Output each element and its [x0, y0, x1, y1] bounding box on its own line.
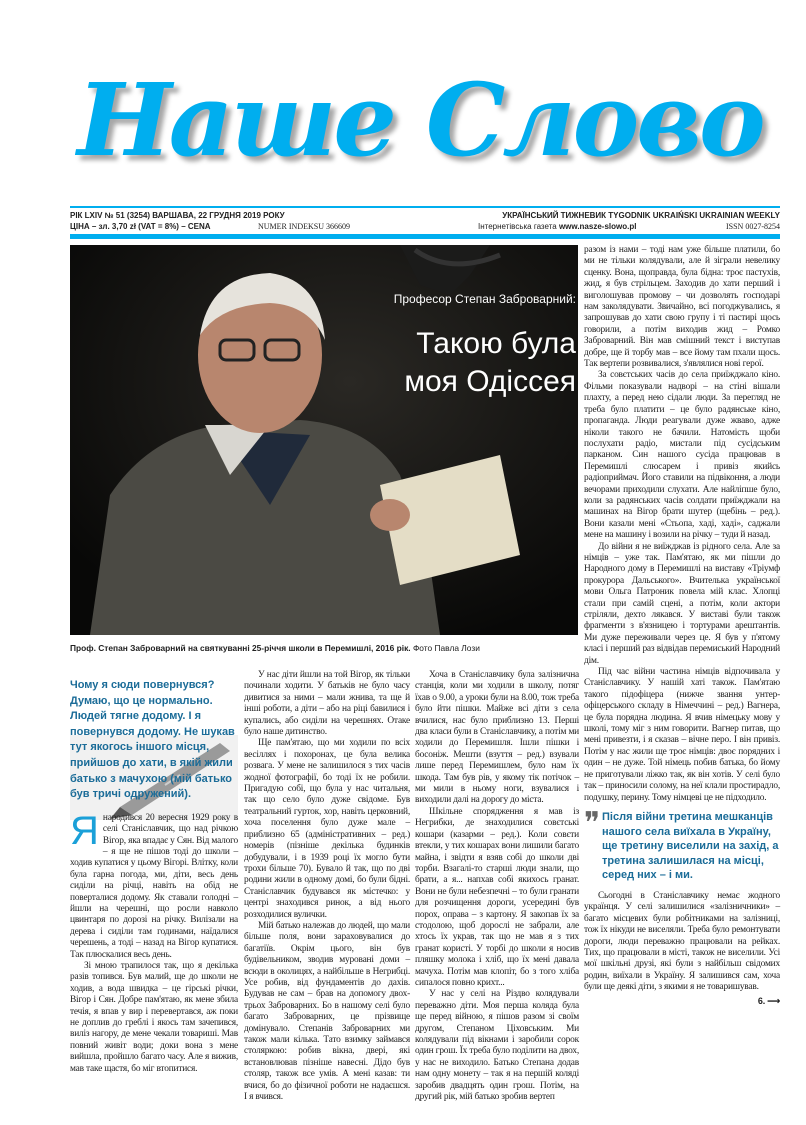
paragraph: разом із нами – тоді нам уже більше платили, бо ми не тільки колядували, але й зіграли невелику сценку. Вона, щоправда, була бідна: троє пастухів, жид, я був стрільцем. Заходив до хати перший і виголошував промову – чи дозволять господарі нам заколядувати. Звичайно, всі погоджувались, я запрошував до хати свою групу і ті пастирі щось говорили, а потім виходив жид – Ромко Заброварний. Він мав смішний текст і виступав добре, ще й торбу мав – все йому там пхали щось. Так вертепи розвивалися, з'являлися нові герої.: [584, 245, 780, 370]
continued-on-page-link[interactable]: 6. ⟶: [757, 995, 780, 1006]
issn: [726, 222, 780, 232]
paragraph: Хоча в Станіславчику була залізнична станція, коли ми ходили в школу, потяг їхав о 9.00, а уроки були на 8.00, тож треба було йти пішки. Майже всі діти з села вчилися, нас було приблизно 13. Перші два класи були в Станіславчику, а потім ми ходили до Перемишля. Ішли пішки і босоніж. Мешти (взуття – ред.) взували лише перед Перемишлем, було нам їх шкода. Там був рів, у якому тік потічок – ми мили в ньому ноги, взувалися і виходили далі на дорогу до міста.: [415, 670, 579, 806]
paragraph: Сьогодні в Станіславчику немає жодного українця. У селі залишилися «залізничники» – багато місцевих були робітниками на залізниці, тож їх нікуди не виселяли. Треба було ремонтувати дороги, люди переважно працювали на рейках. Тих, що працювали в місті, також не виселили. Усі мої шкільні друзі, які були з найбільш свідомих родин, виїхали в Україну. Я залишився сам, хоча були ще деякі діти, з якими я не товаришував.: [584, 890, 780, 993]
index-number-text: NUMER INDEKSU 366609: [258, 222, 350, 231]
quote-mark-icon: ❞: [584, 805, 600, 841]
photo-credit: Фото Павла Лози: [412, 643, 480, 653]
article-headline: [370, 325, 576, 401]
masthead-rule: [70, 206, 780, 208]
issn-text: ISSN 0027-8254: [725, 222, 780, 231]
header-bar: [70, 234, 780, 239]
price-info: ЦІНА – зл. 3,70 zł (VAT = 8%) – CENA: [70, 222, 211, 231]
headline-line-2: моя Одіссея: [404, 365, 576, 398]
highlight-quote: [584, 805, 780, 883]
website-label: Інтернетівська газета: [478, 222, 557, 231]
index-number: [258, 222, 350, 232]
website-info: [478, 222, 636, 232]
paragraph: Зі мною трапилося так, що я декілька разів топився. Був малий, ще до школи не ходив, а вода швидка – це гірські річки, Вігор і Сян. Добре пам'ятаю, як мене збила течія, я впав у вир і перевертався, аж поки не доплив до греблі і якось там зачепився, виліз нагору, де мене чекали товариші. Мав повний живіт води; доки вона з мене вийшла, пройшло багато часу. Але я вижив, мав таке щастя, бо міг втопитися.: [70, 961, 238, 1074]
column-4: [584, 245, 780, 1007]
pull-quote: Чому я сюди повернувся? Думаю, що це нормально. Людей тягне додому. І я повернувся додому. Не шукав тут якогось іншого місця, прийшов до хати, в якій жили батько з мачухою (мій батько був тричі одружений).: [70, 679, 235, 801]
paragraph: За совєтських часів до села приїжджало кіно. Фільми показували надворі – на стіні вішали плахту, а перед нею сідали люди. За перегляд не треба було платити – це було радянське кіно, пропаганда. Люди реагували дуже жваво, адже ніколи такого не бачили. Натомість щоби послухати радіо, мистали під сусідським парканом. Син нашого сусіда працював в Перемишлі слюсарем і привіз якийсь радіоприймач. Його ставили на підвіконня, а люди вечорами приходили слухати. Але найліпше було, коли за радянських часів солдати приїжджали на машинах на Вігор брати шутер (щебінь – ред.). Вони казали мені «Стьопа, хаді, хаді», саджали мене на машину і возили на річку – туди й назад.: [584, 370, 780, 541]
caption-text: Проф. Степан Заброварний на святкуванні 25-річчя школи в Перемишлі, 2016 рік.: [70, 643, 411, 653]
paragraph: До війни я не виїжджав із рідного села. Але за німців – уже так. Пам'ятаю, як ми пішли до Народного дому в Перемишлі на виставу «Тріумф прокурора Дальського». Вчителька української мови Ольга Патроник повела мій клас. Хлопці стали при самій сцені, а потім, коли актори стріляли, дехто лякався. У виставі були також фрагменти з в'язницею і тортурами арештантів. Ми дуже переживали через це. Я був у п'ятому класі і перший раз відвідав перемиський Народний дім.: [584, 541, 780, 666]
column-3: [415, 670, 579, 1103]
drop-cap: Я: [70, 808, 99, 853]
quote-text: Після війни третина мешканців нашого села виїхала в Україну, ще третину виселили на захід, а третина залишилася на місці, серед них – і ми.: [602, 810, 779, 882]
website-link[interactable]: www.nasze-slowo.pl: [558, 222, 637, 231]
paragraph-text: народився 20 вересня 1929 року в селі Станіславчик, що над річкою Вігор, яка впадає у Сян. Від малого – я ще не пішов тоді до школи – ходив купатися у цьому Вігорі. Влітку, коли була гарна погода, ми, діти, весь день сиділи на річці, навіть на обід не поверталися додому. Як ставали голодні – йшли на черешні, що росли навколо цвинтаря по дорозі на річку. Вилізали на дерева і сиділи там годинами, наїдалися черешень, а тоді – назад на Вігор купатися. Так плюскалися весь день.: [70, 812, 238, 960]
photo-caption: [70, 643, 590, 653]
masthead-logo: Наше Слово: [77, 61, 763, 179]
headline-line-1: Такою була: [416, 327, 576, 360]
paragraph: Ще пам'ятаю, що ми ходили по всіх весіллях і похоронах, це була велика розвага. У мене не залишилося з тих часів жодної фотографії, бо тоді їх не робили. Пригадую собі, що була у нас читальня, так що село було дуже свідоме. Був театральний гурток, хор, навіть церковний, хоча поселення було дуже мале – приблизно 65 (адміністративних – ред.) номерів (пізніше декілька будинків добудували, і в 1939 році їх могло бути трохи більше 70). Бувало й так, що по дві родини жили в одному домі, бо були бідні. Станіславчик будувався як містечко: у центрі знаходився ринок, а від нього розходилися вулички.: [244, 738, 410, 920]
weekly-tagline: УКРАЇНСЬКИЙ ТИЖНЕВИК TYGODNIK UKRAIŃSKI UKRAINIAN WEEKLY: [502, 211, 780, 220]
paragraph: Під час війни частина німців відпочивала у Станіславчику. У нашій хаті також. Пам'ятаю такого підофіцера (нижче звання унтер-офіцерського складу в Німеччині – ред.) Вагнера, це була порядна людина. Я вчив німецьку мову у школі, тому міг з ним говорити. Вагнер питав, що мені привезти, і я сказав – вічне перо. І він привіз. Потім у нас жили ще троє німців: двоє порядних і один – не дуже. Той німець побив батька, бо йому не приготували ліжко так, як він хотів. У селі було так – приносили солому, на неї клали простирадло, подушку, перину. Тому німцеві це не підходило.: [584, 667, 780, 803]
column-1: [70, 808, 238, 1075]
column-2: [244, 670, 410, 1103]
paragraph: [70, 808, 238, 961]
paragraph: У нас у селі на Різдво колядували переважно діти. Моя перша коляда була ще перед війною, я пішов разом зі своїм другом, Степаном Ціховським. Ми колядували під вікнами і заробили сорок один грош. Їх треба було поділити на двох, у нас не виходило. Батько Степана додав нам одну монету – так я на першій коляді заробив двадцять один грош. Потім, на другий рік, мій батько зробив вертеп: [415, 989, 579, 1103]
article-kicker: Професор Степан Заброварний:: [393, 292, 576, 306]
paragraph: Шкільне спорядження я мав із Негрибки, де знаходилися совєтські кошари (казарми – ред.). Коли совєти втекли, у тих кошарах вони лишили багато майна, і звідти я взяв собі до школи дві торби. Взагалі-то старші люди знали, що брати, а я... напхав собі якихось гранат. Вони не були небезпечні – то були гранати для розчищення дороги, усередині був порох, оправа – з картону. Я закопав їх за стодолою, щоб дорослі не забрали, але хтось їх украв, так що не мав я з тих гранат користі. У торбі до школи я носив пляшку молока і хліб, що їх мені давала мачуха. Потім мав клопіт, бо з того хліба сипалося повно крихт...: [415, 806, 579, 988]
paragraph: Мій батько належав до людей, що мали більше поля, вони зараховувалися до багатіїв. Окрім цього, він був будівельником, зводив муровані доми – всюди в околицях, а найбільше в Негрибці. Усе робив, від фундаментів до дахів. Будував не сам – брав на допомогу двох-трьох Заброварних. Бо в нашому селі було багато Заброварних, це прізвище домінувало. Степанів Заброварних ми також мали кілька. Тато взимку займався столяркою: робив вікна, двері, які встановлював пізніше навесні. Дідо був столяр, також все умів. А мені казав: ти вчися, бо до фізичної роботи не надаєшся. І я вчився.: [244, 920, 410, 1103]
column-1-block: [70, 678, 238, 1075]
issue-info: РІК LXIV № 51 (3254) ВАРШАВА, 22 ГРУДНЯ 2019 РОКУ: [70, 211, 285, 220]
paragraph: У нас діти йшли на той Вігор, як тільки починали ходити. У батьків не було часу дивитися за ними – мали жнива, та ще й інші роботи, а діти – або на ріці бавилися і купались, або сиділи на черешнях. Отаке було наше дитинство.: [244, 670, 410, 738]
